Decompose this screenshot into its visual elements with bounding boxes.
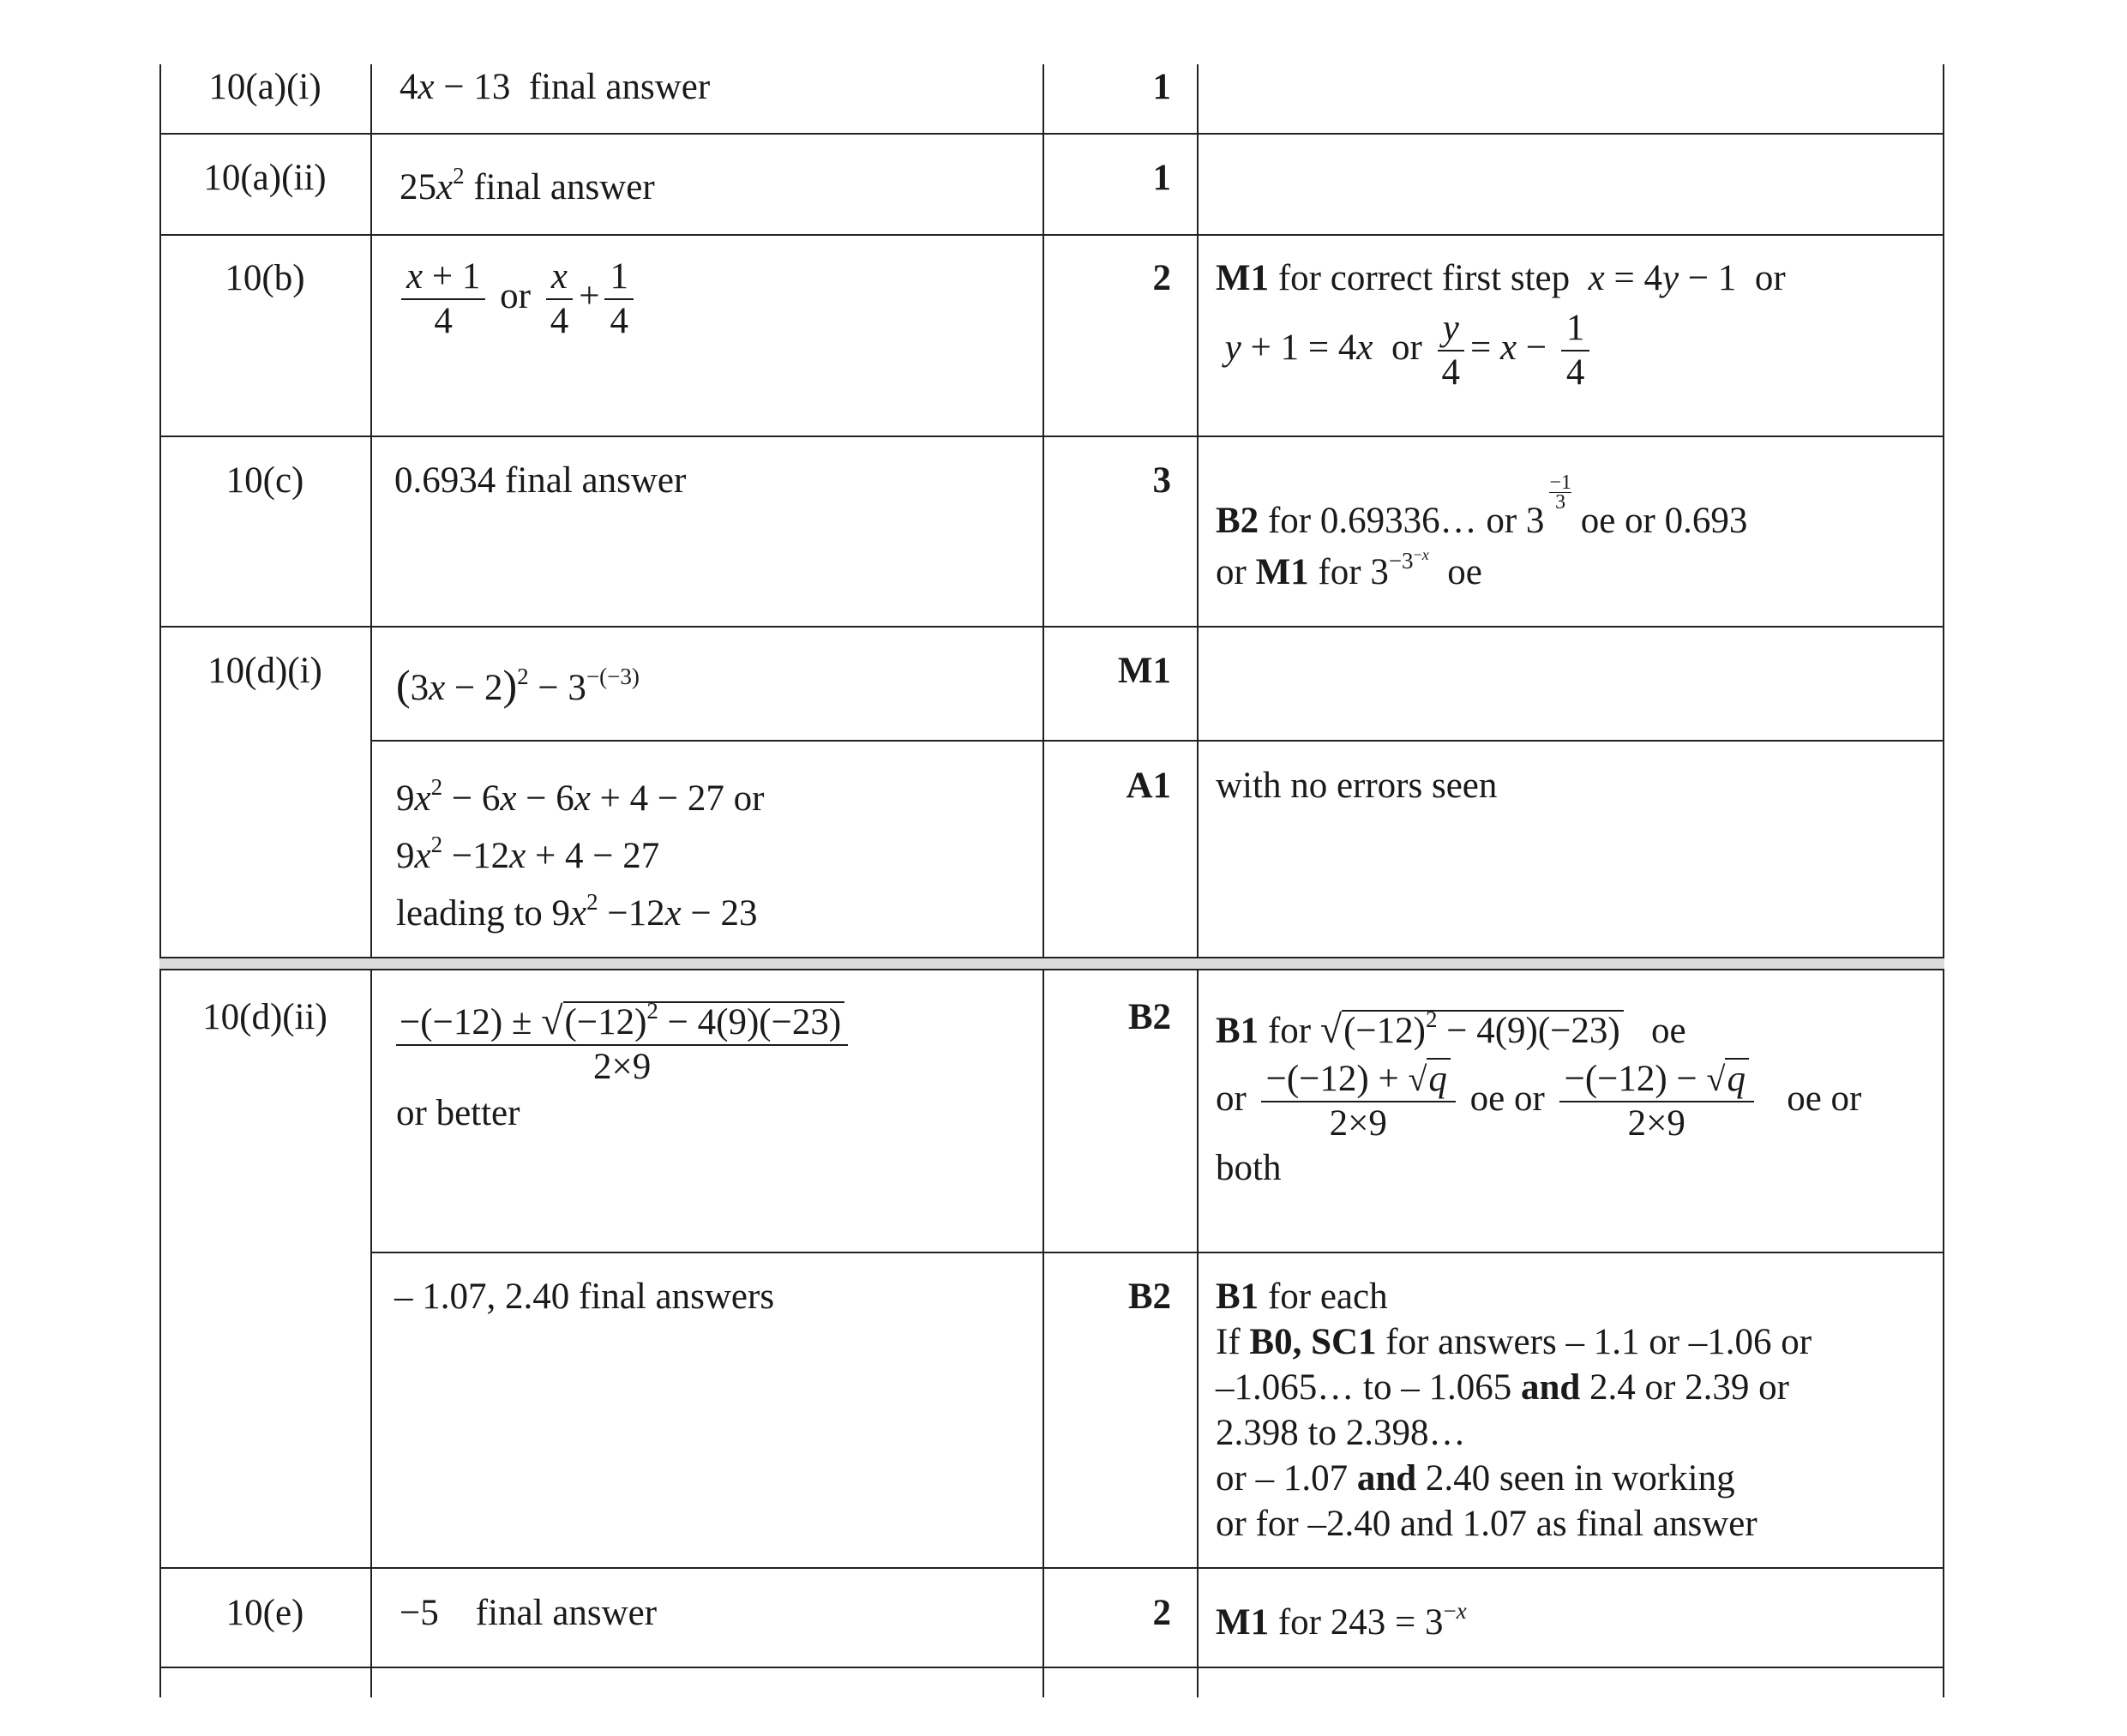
answer-suffix: final answer [475, 1593, 658, 1633]
marks-cell: 2 [1152, 1593, 1171, 1633]
answer-cell: $\frac{x + 1}{4}$ or $\frac{x}{4}$ + $\frac{1}{4}$ [396, 255, 639, 343]
question-label: 10(e) [225, 1593, 304, 1633]
marks-cell: 2 [1152, 258, 1171, 298]
guidance-cell: M1 for correct first step x = 4y − 1 or y + 1 = 4x or $\frac{y}{4}$ = x − $\frac{1}{4}$ [1216, 258, 1786, 393]
row-divider [370, 740, 1944, 742]
mark-scheme-table [159, 0, 1944, 1697]
fraction: $\frac{-(-12) + √q}{2\times 9}$ [1261, 1058, 1456, 1145]
marks-cell: A1 [1126, 766, 1171, 806]
fraction: $\frac{1}{4}$ [1561, 307, 1590, 394]
column-divider-marks [1197, 64, 1199, 1697]
connector-or: or [500, 275, 531, 316]
marks-cell: B2 [1127, 997, 1171, 1037]
column-divider-question [370, 64, 372, 1697]
answer-cell: $25x^2$ final answer [400, 163, 655, 207]
row-divider [370, 1252, 1944, 1253]
guidance-cell: with no errors seen [1216, 766, 1498, 806]
guidance-cell: B1 for each If B0, SC1 for answers – 1.1 or –1.06 or –1.065… to – 1.065 and 2.4 or 2.39 or 2.398 to 2.398… or – 1.07 and 2.40 seen in working or for –2.40 and 1.07 as final answer [1216, 1276, 1812, 1544]
column-divider-answer [1042, 64, 1044, 1697]
table-border-left [159, 64, 161, 1697]
row-divider [159, 1567, 1944, 1569]
question-label: 10(d)(ii) [202, 997, 327, 1037]
guidance-cell: B2 for 0.69336… or 3 −1 3 oe or 0.693 or M1 for $3^{-3^{-x}}$ oe [1216, 472, 1748, 592]
row-divider [159, 234, 1944, 236]
answer-cell: $(3x - 2)^2 - 3^{-(-3)}$ [396, 661, 640, 709]
guidance-cell: M1 for $243 = 3^{-x}$ [1216, 1598, 1467, 1643]
fraction: $\frac{y}{4}$ [1437, 307, 1466, 394]
row-divider [159, 1667, 1944, 1668]
answer-cell: $9x^2 - 6x - 6x + 4 - 27$ or $9x^2 -12x + 4 - 27$ leading to $9x^2 -12x - 23$ [396, 774, 765, 934]
row-divider [159, 133, 1944, 135]
guidance-cell: B1 for $√(-12)^2 - 4(9)(-23)$ oe or $\frac{-(-12) + √q}{2\times 9}$ oe or $\frac{-(-12) - √q}{2\times 9}$ oe or both [1216, 1006, 1862, 1188]
answer-suffix: final answer [473, 167, 655, 207]
answer-cell: −5 final answer [400, 1593, 658, 1633]
answer-cell: 0.6934 final answer [394, 460, 687, 501]
quadratic-formula: $\frac{-(-12) \pm √(-12)^2 - 4(9)(-23)}{2\times 9}$ [396, 1000, 848, 1089]
fraction: $\frac{-(-12) - √q}{2\times 9}$ [1559, 1058, 1754, 1145]
question-label: 10(b) [225, 258, 305, 298]
question-label: 10(a)(i) [208, 67, 321, 107]
question-label: 10(d)(i) [207, 651, 322, 691]
answer-cell: – 1.07, 2.40 final answers [394, 1276, 775, 1317]
section-separator [159, 957, 1944, 970]
marks-cell: B2 [1127, 1276, 1171, 1317]
marks-cell: M1 [1117, 651, 1171, 691]
table-border-right [1943, 64, 1944, 1697]
fraction: $\frac{x + 1}{4}$ [401, 255, 485, 343]
answer-cell: 4x − 13 final answer [400, 67, 711, 107]
question-label: 10(c) [225, 460, 304, 501]
answer-suffix: final answer [528, 67, 711, 107]
row-divider [159, 626, 1944, 628]
marks-cell: 3 [1152, 460, 1171, 501]
answer-cell: $\frac{-(-12) \pm √(-12)^2 - 4(9)(-23)}{2\times 9}$ or better [396, 1000, 853, 1137]
marks-cell: 1 [1152, 67, 1171, 107]
question-label: 10(a)(ii) [203, 158, 327, 198]
fraction: $\frac{x}{4}$ [545, 255, 574, 343]
row-divider [159, 436, 1944, 437]
fraction: $\frac{1}{4}$ [604, 255, 634, 343]
marks-cell: 1 [1152, 158, 1171, 198]
